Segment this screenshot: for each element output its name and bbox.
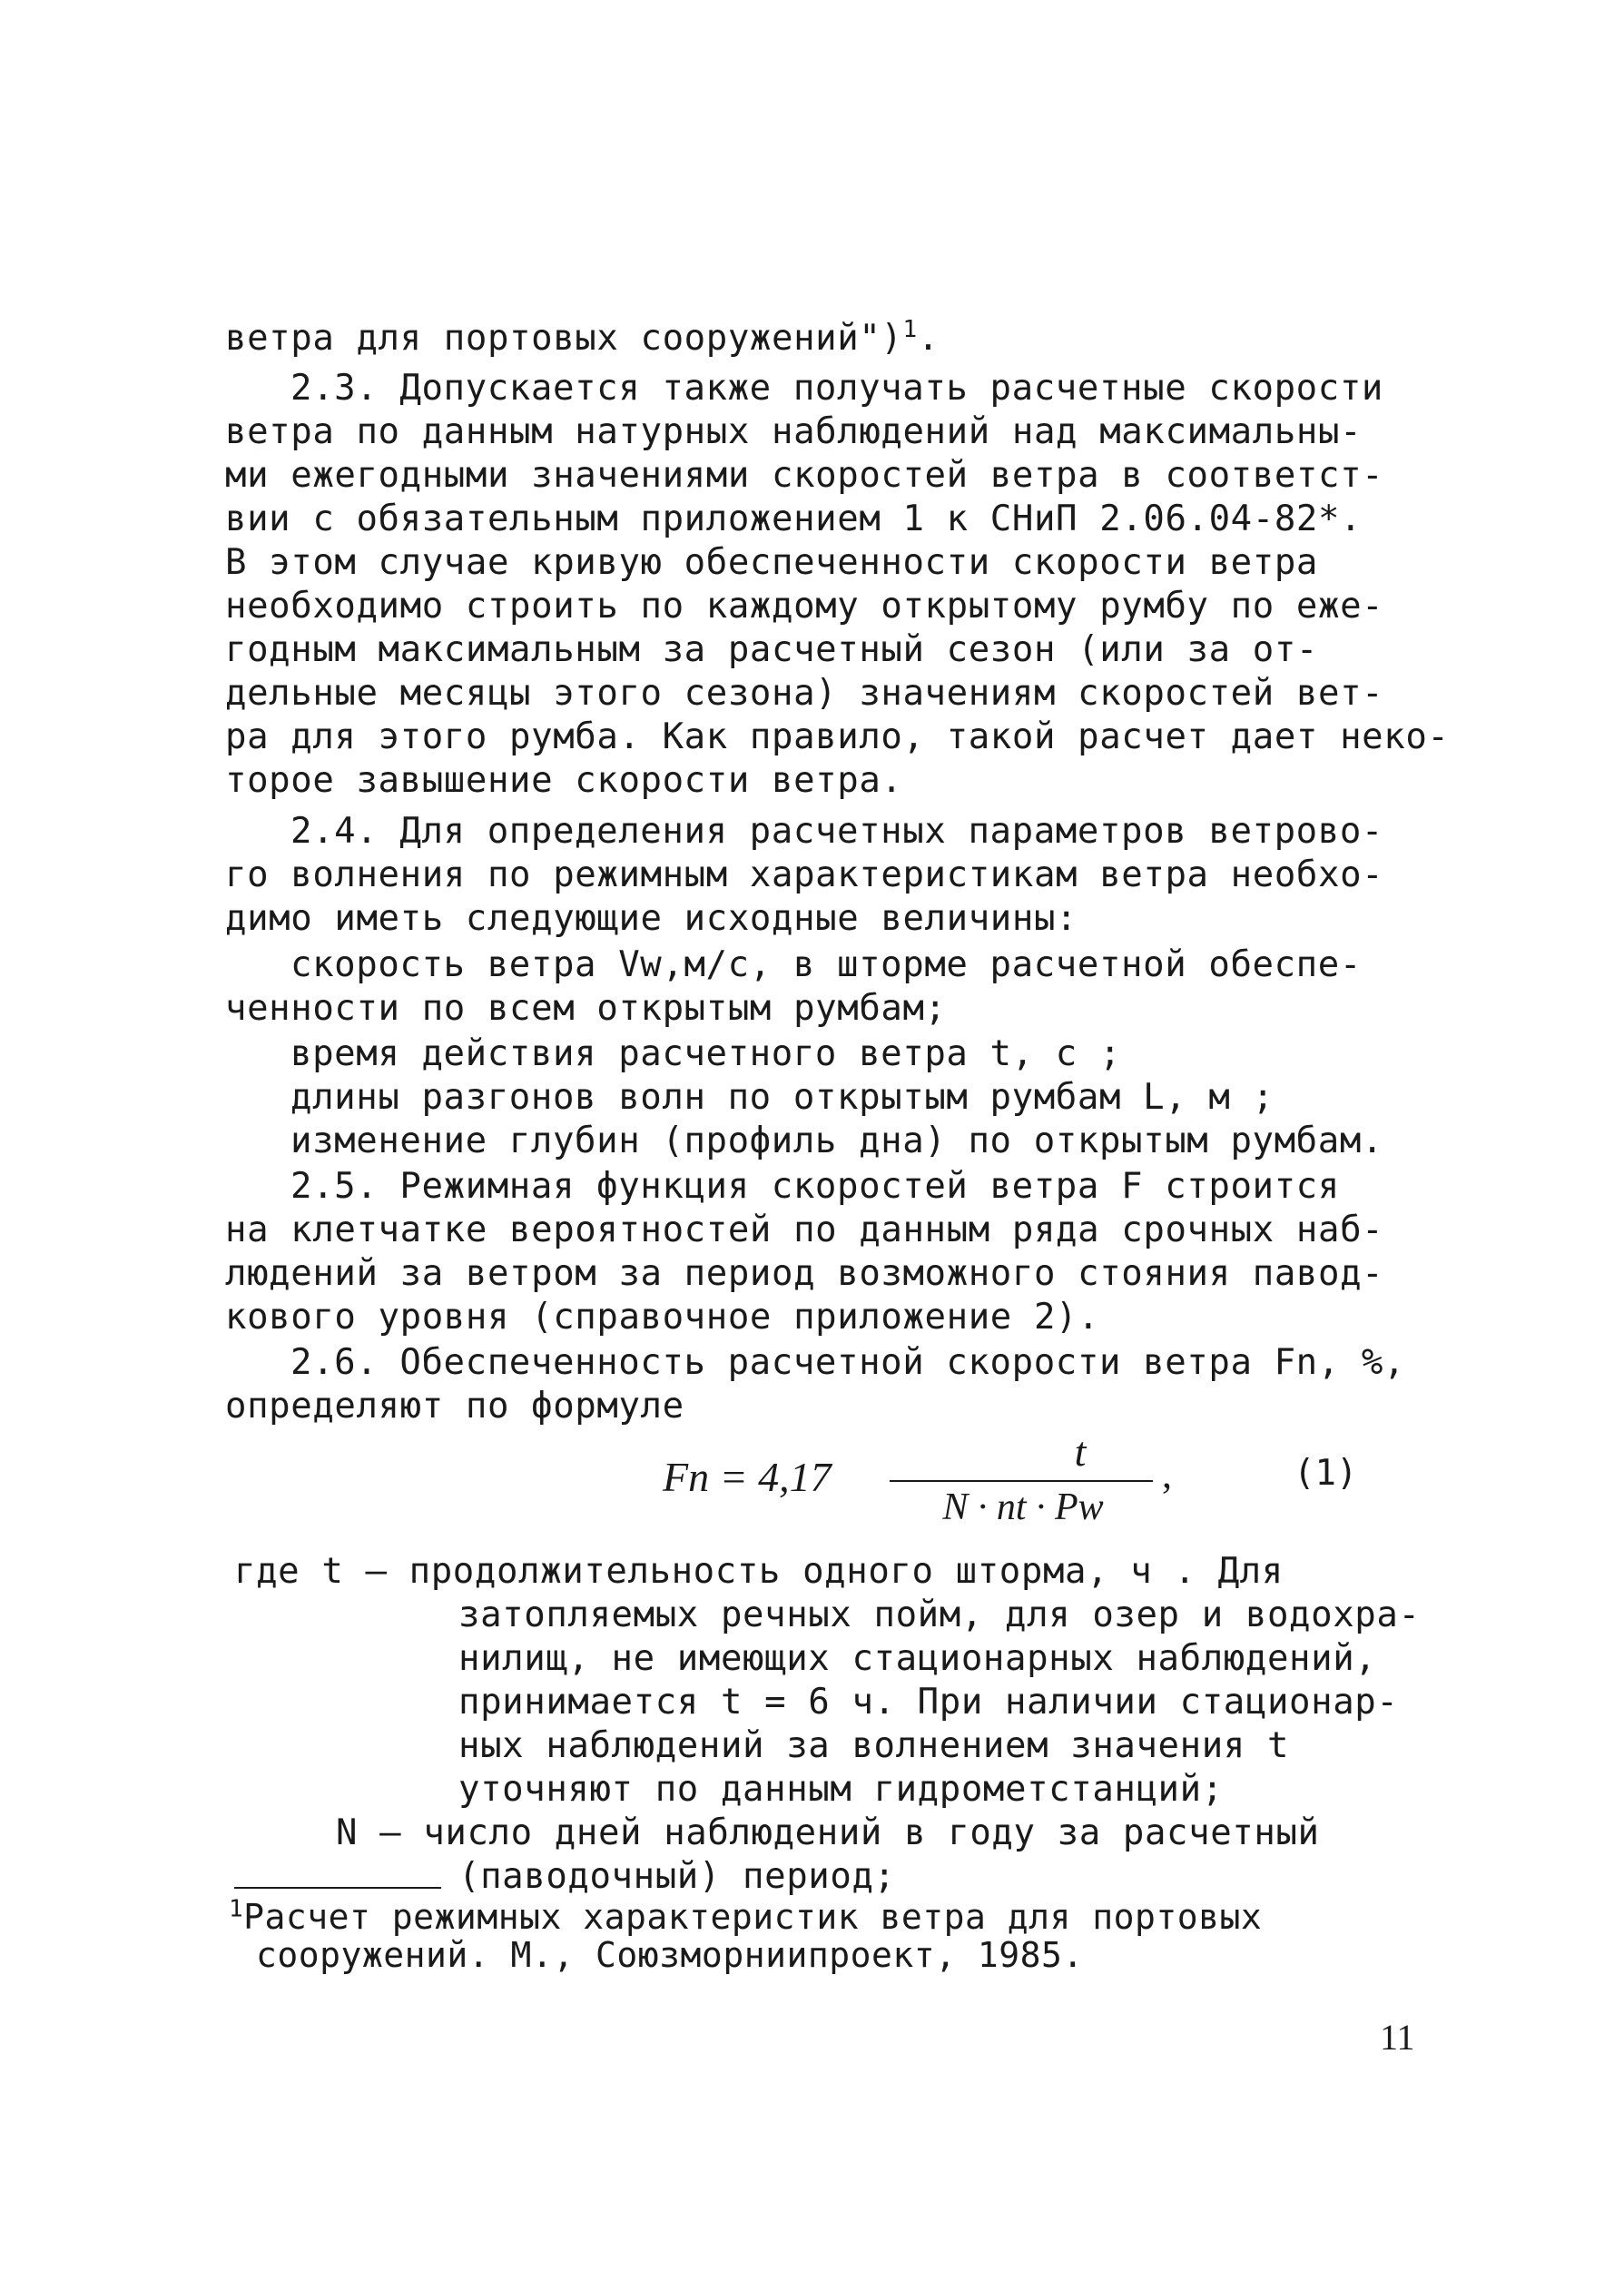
text-line: ра для этого румба. Как правило, такой расчет дает неко- xyxy=(225,716,1450,757)
paragraph-2-5-start: 2.5. Режимная функция скоростей ветра F строится xyxy=(290,1166,1340,1207)
text-line: кового уровня (справочное приложение 2). xyxy=(225,1297,1100,1338)
text-line: необходимо строить по каждому открытому румбу по еже- xyxy=(225,586,1384,627)
footnote-divider xyxy=(234,1887,441,1889)
text-line: людений за ветром за период возможного стояния павод- xyxy=(225,1253,1384,1294)
formula-numerator: t xyxy=(1074,1428,1087,1475)
text-line: вии с обязательным приложением 1 к СНиП 2.06.04-82*. xyxy=(225,499,1363,539)
text-line: ветра для портовых сооружений")$^1$. xyxy=(225,316,940,359)
where-line: уточняют по данным гидрометстанций; xyxy=(458,1769,1224,1810)
where-line: где t – продолжительность одного шторма, ч . Для xyxy=(234,1551,1284,1592)
paragraph-2-6-start: 2.6. Обеспеченность расчетной скорости ветра Fn, %, xyxy=(290,1342,1406,1383)
formula-1 xyxy=(654,1428,1307,1533)
footnote: $^1$Расчет режимных характеристик ветра для портовых xyxy=(229,1895,1263,1937)
where-line: нилищ, не имеющих стационарных наблюдений, xyxy=(458,1638,1377,1679)
where-line: затопляемых речных пойм, для озер и водохра- xyxy=(458,1595,1421,1635)
fraction-bar xyxy=(890,1480,1153,1482)
list-item: длины разгонов волн по открытым румбам L, м ; xyxy=(290,1077,1275,1118)
where-line: (паводочный) период; xyxy=(458,1856,896,1897)
list-item: изменение глубин (профиль дна) по открытым румбам. xyxy=(290,1121,1383,1161)
text-line: В этом случае кривую обеспеченности скорости ветра xyxy=(225,542,1318,583)
text-line: годным максимальным за расчетный сезон (или за от- xyxy=(225,629,1318,670)
formula-denominator: N · nt · Pw xyxy=(942,1486,1104,1528)
paragraph-2-4-start: 2.4. Для определения расчетных параметров ветрово- xyxy=(290,811,1383,852)
where-line: N – число дней наблюдений в году за расчетный xyxy=(336,1812,1320,1853)
list-item: время действия расчетного ветра t, с ; xyxy=(290,1033,1122,1074)
text-line: ветра по данным натурных наблюдений над максимальны- xyxy=(225,411,1363,452)
text-line: дельные месяцы этого сезона) значениям скоростей вет- xyxy=(225,673,1384,714)
text-line: го волнения по режимным характеристикам ветра необхо- xyxy=(225,854,1384,895)
where-line: ных наблюдений за волнением значения t xyxy=(458,1725,1290,1766)
paragraph-2-3-start: 2.3. Допускается также получать расчетные скорости xyxy=(290,368,1383,409)
equation-number: (1) xyxy=(1294,1453,1358,1494)
text-line: ченности по всем открытым румбам; xyxy=(225,988,947,1029)
text-line: на клетчатке вероятностей по данным ряда срочных наб- xyxy=(225,1210,1384,1250)
page-number: 11 xyxy=(1380,2017,1415,2058)
where-line: принимается t = 6 ч. При наличии стационар- xyxy=(458,1682,1399,1723)
text-line: определяют по формуле xyxy=(225,1386,684,1427)
formula-lhs: Fn = 4,17 xyxy=(663,1454,832,1500)
formula-comma: , xyxy=(1162,1452,1172,1496)
footnote-line: сооружений. М., Союзморниипроект, 1985. xyxy=(256,1935,1084,1975)
text-line: ми ежегодными значениями скоростей ветра в соответст- xyxy=(225,455,1384,496)
text-line: торое завышение скорости ветра. xyxy=(225,760,903,801)
footnote-mark: 1 xyxy=(229,1895,244,1923)
footnote-reference: 1 xyxy=(902,316,918,343)
list-item: скорость ветра Vw,м/с, в шторме расчетной обеспе- xyxy=(290,944,1362,985)
text-line: димо иметь следующие исходные величины: xyxy=(225,898,1078,939)
